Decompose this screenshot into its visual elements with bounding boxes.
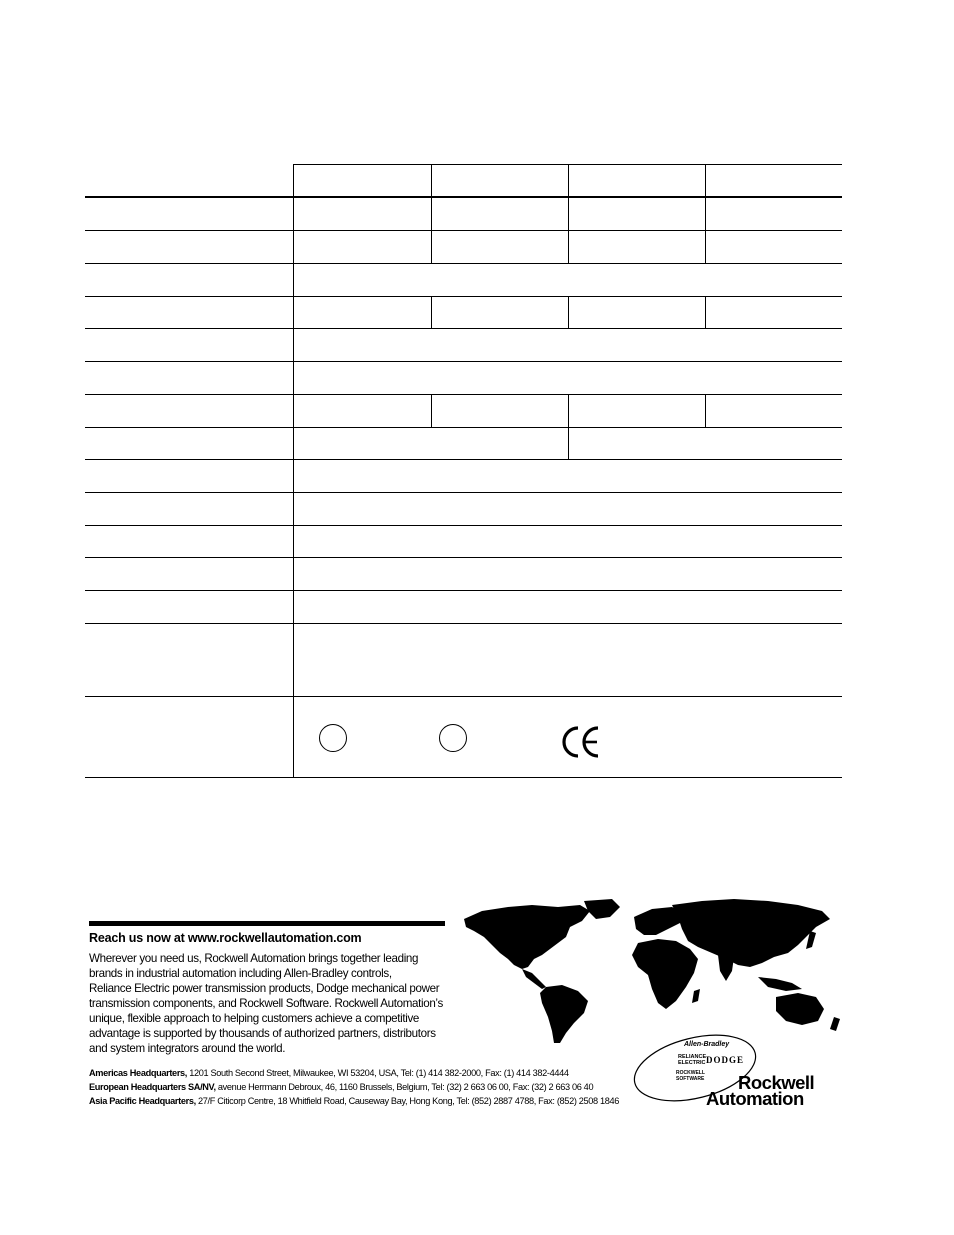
- table-rule: [85, 590, 842, 591]
- table-divider-col: [705, 394, 706, 427]
- body-line: Reliance Electric power transmission products, Dodge mechanical power: [89, 982, 440, 995]
- headquarters-list: [89, 1066, 649, 1108]
- hq-asia: [89, 1094, 649, 1108]
- body-line: brands in industrial automation including Allen-Bradley controls,: [89, 967, 392, 980]
- table-divider-col: [431, 296, 432, 329]
- table-divider-col: [705, 296, 706, 329]
- ul-mark-icon: [319, 724, 347, 752]
- spec-table: [85, 164, 842, 778]
- table-rule: [85, 427, 842, 428]
- table-divider-col: [568, 427, 569, 459]
- table-divider-main: [293, 164, 294, 778]
- body-line: advantage is supported by thousands of authorized partners, distributors: [89, 1027, 436, 1040]
- table-divider-col: [431, 164, 432, 263]
- csa-mark-icon: [439, 724, 467, 752]
- hq-address: 1201 South Second Street, Milwaukee, WI 53204, USA, Tel: (1) 414 382-2000, Fax: (1) 414 382-4444: [187, 1068, 569, 1078]
- footer-rule: [89, 921, 445, 926]
- table-rule: [85, 459, 842, 460]
- table-rule: [85, 696, 842, 697]
- table-divider-col: [568, 164, 569, 263]
- hq-name: Americas Headquarters,: [89, 1068, 188, 1078]
- hq-address: avenue Herrmann Debroux, 46, 1160 Brussels, Belgium, Tel: (32) 2 663 06 00, Fax: (32) 2 663 06 40: [215, 1082, 594, 1092]
- body-line: transmission components, and Rockwell Software. Rockwell Automation’s: [89, 997, 443, 1010]
- dodge-logo: DODGE: [706, 1055, 745, 1065]
- table-rule: [85, 623, 842, 624]
- table-rule: [85, 230, 842, 231]
- table-divider-col: [705, 164, 706, 263]
- ce-mark-icon: [558, 724, 604, 760]
- table-rule: [85, 525, 842, 526]
- hq-americas: [89, 1066, 649, 1080]
- reach-heading: Reach us now at www.rockwellautomation.com: [89, 931, 362, 945]
- table-rule: [85, 263, 842, 264]
- table-rule: [85, 557, 842, 558]
- rockwell-software-logo: ROCKWELL SOFTWARE: [676, 1070, 705, 1082]
- body-line: and system integrators around the world.: [89, 1042, 286, 1055]
- world-map-icon: [462, 897, 842, 1045]
- table-rule: [85, 394, 842, 395]
- hq-europe: [89, 1080, 649, 1094]
- table-divider-col: [568, 394, 569, 427]
- table-divider-col: [431, 394, 432, 427]
- reliance-electric-logo: RELIANCE ELECTRIC: [678, 1054, 707, 1066]
- hq-name: Asia Pacific Headquarters,: [89, 1096, 196, 1106]
- hq-name: European Headquarters SA/NV,: [89, 1082, 216, 1092]
- reach-body: [89, 951, 461, 1056]
- table-rule-bottom: [85, 777, 842, 778]
- rockwell-logo-word: Rockwell: [738, 1072, 815, 1093]
- table-rule-header: [85, 196, 842, 198]
- table-rule: [85, 492, 842, 493]
- allen-bradley-logo: Allen-Bradley: [684, 1041, 730, 1048]
- hq-address: 27/F Citicorp Centre, 18 Whitfield Road, Causeway Bay, Hong Kong, Tel: (852) 2887 4788, Fax: (852) 2508 1846: [195, 1096, 620, 1106]
- body-line: Wherever you need us, Rockwell Automation brings together leading: [89, 952, 419, 965]
- table-rule: [85, 296, 842, 297]
- automation-logo-word: Automation: [706, 1088, 804, 1109]
- table-divider-col: [568, 296, 569, 329]
- body-line: unique, flexible approach to helping customers achieve a competitive: [89, 1012, 420, 1025]
- table-rule: [85, 361, 842, 362]
- table-rule: [85, 328, 842, 329]
